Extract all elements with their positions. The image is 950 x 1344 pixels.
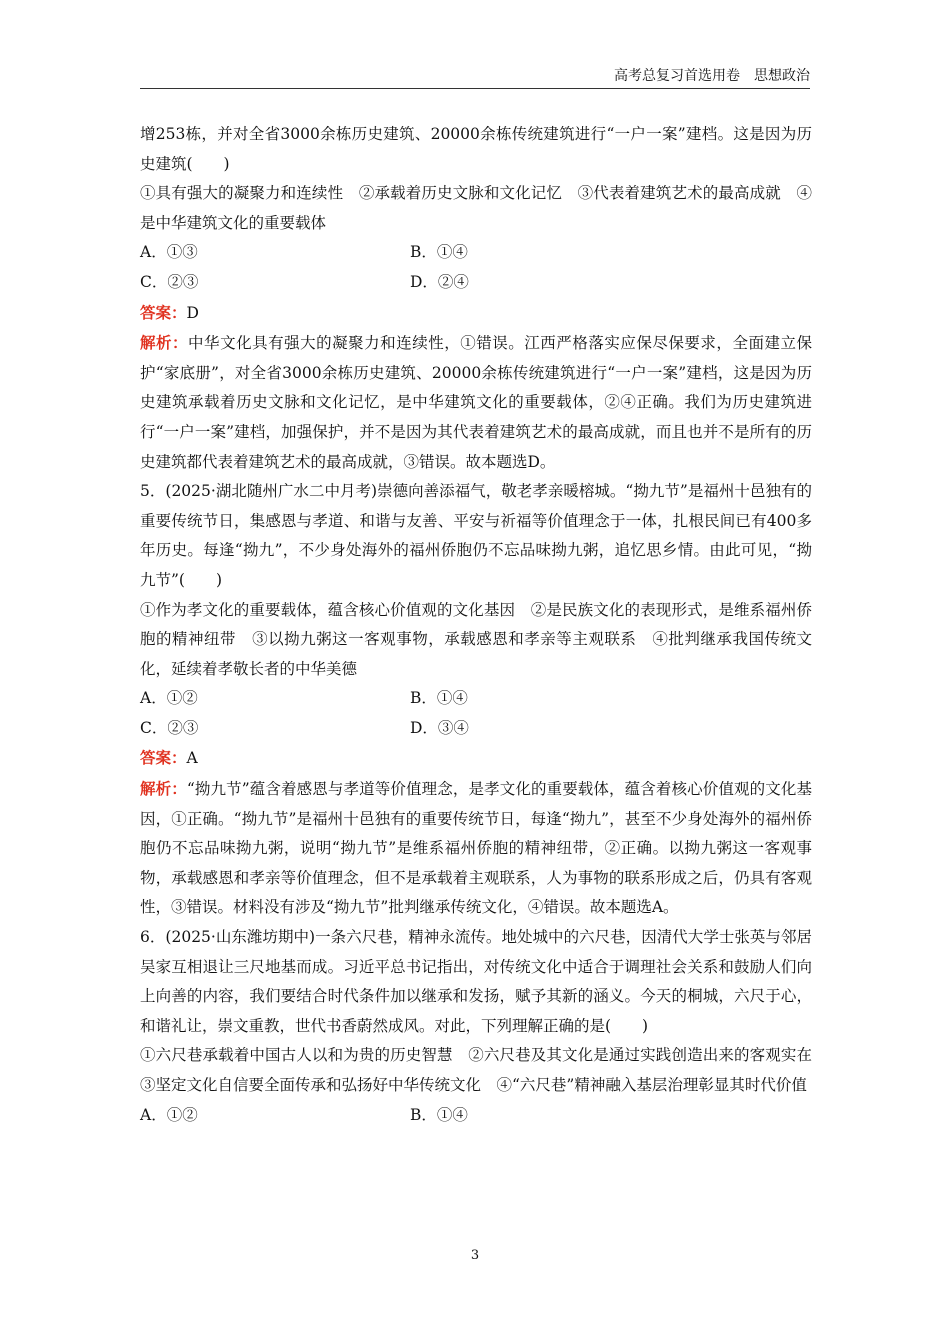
q6-choices-row-1 (140, 1101, 812, 1131)
q5-answer-value: A (186, 749, 198, 768)
answer-label: 答案： (140, 302, 187, 322)
q4-analysis (140, 328, 812, 477)
q4-analysis-text: 中华文化具有强大的凝聚力和连续性，①错误。江西严格落实应保尽保要求，全面建立保护“家底册”，对全省3000余栋历史建筑、20000余栋传统建筑进行“一户一案”建档，这是因为历史建筑承载着历史文脉和文化记忆，是中华建筑文化的重要载体，②④正确。我们为历史建筑进行“一户一案”建档，加强保护，并不是因为其代表着建筑艺术的最高成就，而且也并不是所有的历史建筑都代表着建筑艺术的最高成就，③错误。故本题选D。 (140, 334, 812, 471)
q4-stem: 增253栋，并对全省3000余栋历史建筑、20000余栋传统建筑进行“一户一案”建档。这是因为历史建筑( ) (140, 125, 812, 173)
q5-analysis-text: “拗九节”蕴含着感恩与孝道等价值理念，是孝文化的重要载体，蕴含着核心价值观的文化基因，①正确。“拗九节”是福州十邑独有的重要传统节日，每逢“拗九”，甚至不少身处海外的福州侨胞仍不忘品味拗九粥，说明“拗九节”是维系福州侨胞的精神纽带，②正确。以拗九粥这一客观事物，承载感恩和孝亲等价值理念，但不是承载着主观联系，人为事物的联系形成之后，仍具有客观性，③错误。材料没有涉及“拗九节”批判继承传统文化，④错误。故本题选A。 (140, 780, 812, 917)
q5-stem: 5．(2025·湖北随州广水二中月考)崇德向善添福气，敬老孝亲暖榕城。“拗九节”是福州十邑独有的重要传统节日，集感恩与孝道、和谐与友善、平安与祈福等价值理念于一体，扎根民间已有400多年历史。每逢“拗九”，不少身处海外的福州侨胞仍不忘品味拗九粥，追忆思乡情。由此可见，“拗九节”( ) (140, 482, 812, 589)
q4-answer-value: D (186, 303, 199, 322)
q5-choice-c: C．②③ (140, 718, 199, 737)
header-title: 高考总复习首选用卷 思想政治 (614, 68, 810, 84)
q5-answer (140, 743, 812, 774)
q5-analysis (140, 774, 812, 923)
q5-choices-row-2 (140, 714, 812, 744)
q4-options: ①具有强大的凝聚力和连续性 ②承载着历史文脉和文化记忆 ③代表着建筑艺术的最高成就 ④是中华建筑文化的重要载体 (140, 184, 812, 232)
q5-options: ①作为孝文化的重要载体，蕴含核心价值观的文化基因 ②是民族文化的表现形式，是维系福州侨胞的精神纽带 ③以拗九粥这一客观事物，承载感恩和孝亲等主观联系 ④批判继承我国传统文化，延续着孝敬长者的中华美德 (140, 600, 812, 678)
q5-choice-d: D．③④ (410, 718, 469, 737)
q6-stem: 6．(2025·山东潍坊期中)一条六尺巷，精神永流传。地处城中的六尺巷，因清代大学士张英与邻居吴家互相退让三尺地基而成。习近平总书记指出，对传统文化中适合于调理社会关系和鼓励人们向上向善的内容，我们要结合时代条件加以继承和发扬，赋予其新的涵义。今天的桐城，六尺于心，和谐礼让，崇文重教，世代书香蔚然成风。对此，下列理解正确的是( ) (140, 928, 812, 1035)
analysis-label: 解析： (140, 333, 189, 353)
q5-choices-row-1 (140, 684, 812, 714)
q5-choice-b: B．①④ (410, 689, 468, 708)
q5-choice-a: A．①② (140, 689, 198, 708)
page-number: 3 (470, 1248, 480, 1263)
q4-answer (140, 298, 812, 329)
analysis-label: 解析： (140, 779, 187, 799)
answer-label: 答案： (140, 748, 187, 768)
page-header (140, 66, 810, 89)
q4-choices-row-1 (140, 238, 812, 268)
q6-choice-a: A．①② (140, 1105, 198, 1124)
q4-choice-c: C．②③ (140, 272, 199, 291)
q4-choice-a: A．①③ (140, 243, 198, 262)
q4-choices-row-2 (140, 268, 812, 298)
q4-choice-d: D．②④ (410, 272, 469, 291)
q6-choice-b: B．①④ (410, 1105, 468, 1124)
page-content (140, 120, 828, 1130)
q6-options: ①六尺巷承载着中国古人以和为贵的历史智慧 ②六尺巷及其文化是通过实践创造出来的客观实在 ③坚定文化自信要全面传承和弘扬好中华传统文化 ④“六尺巷”精神融入基层治理彰显其时代价值 (140, 1046, 828, 1094)
q4-choice-b: B．①④ (410, 243, 468, 262)
